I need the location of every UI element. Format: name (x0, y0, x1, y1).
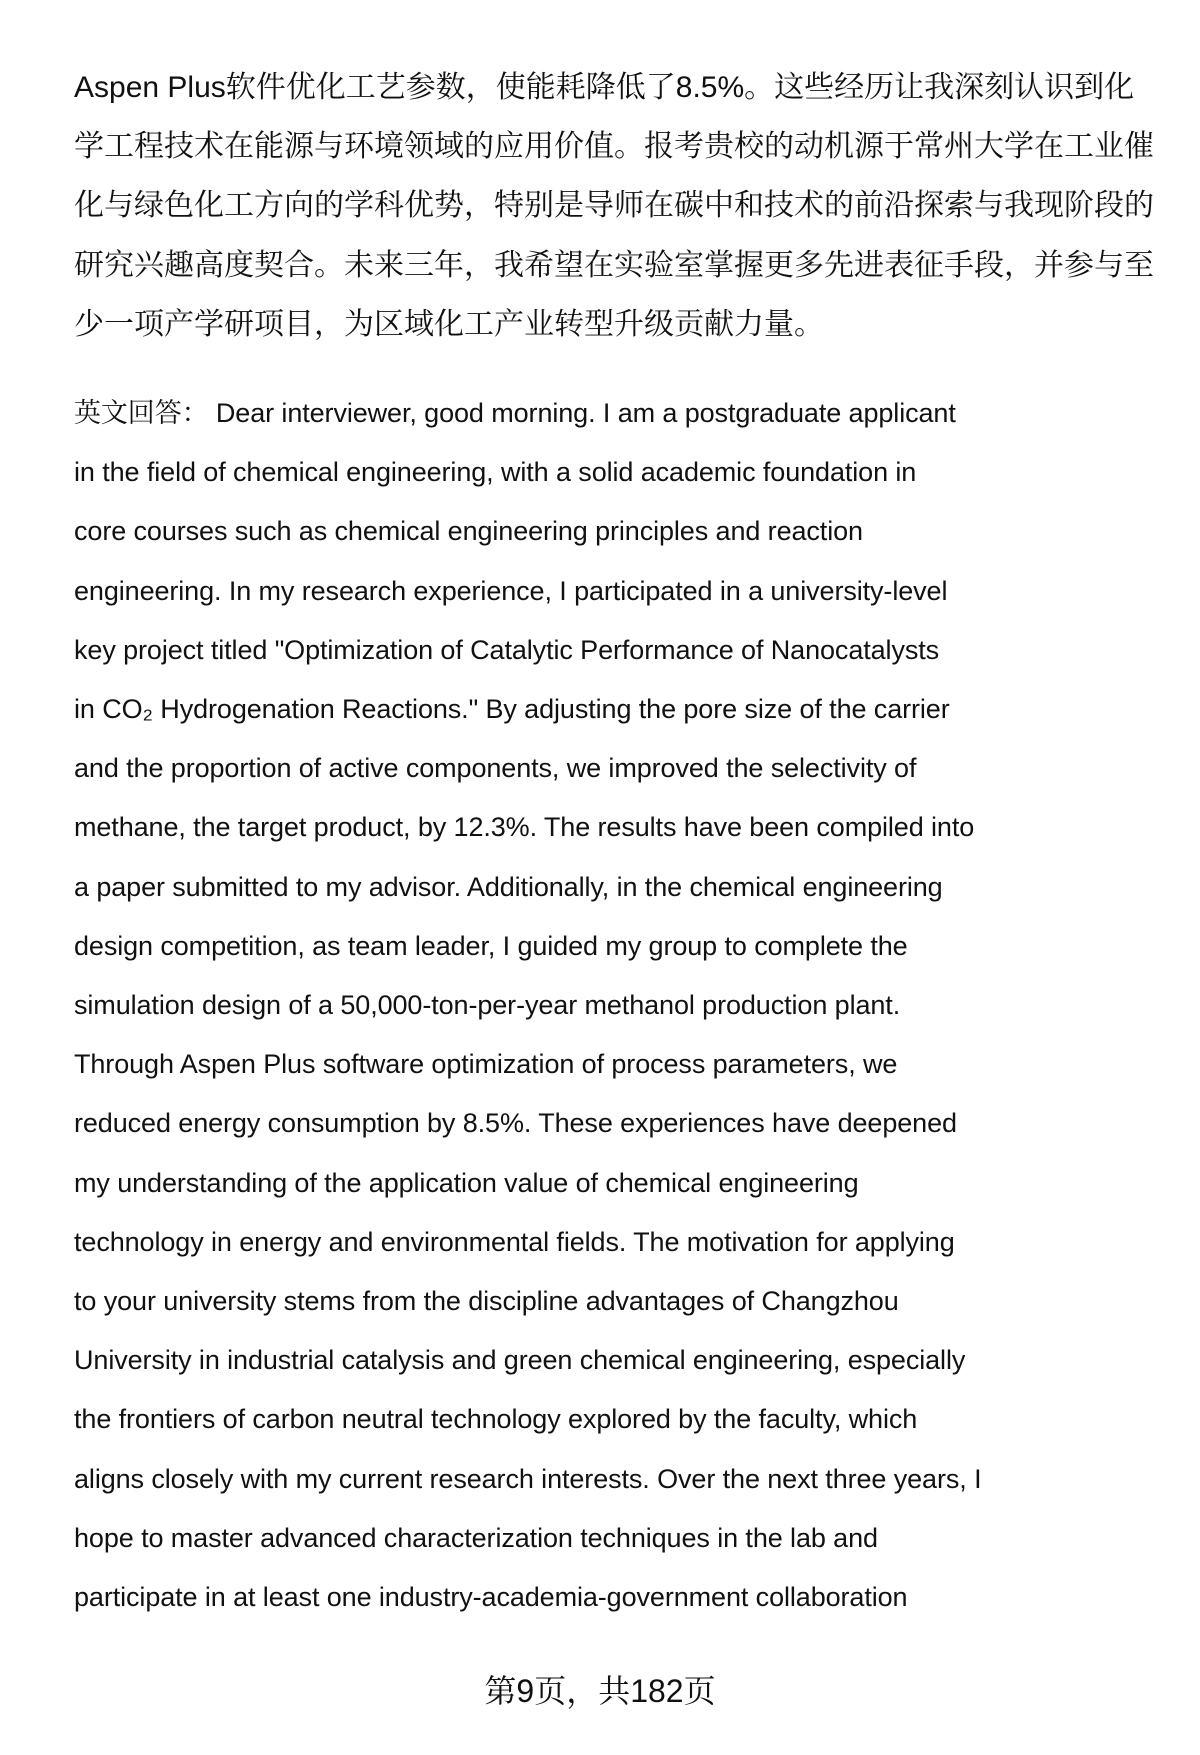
text-line: reduced energy consumption by 8.5%. These experiences have deepened (74, 1108, 957, 1139)
text-line: simulation design of a 50,000-ton-per-year methanol production plant. (74, 990, 901, 1020)
text-line: hope to master advanced characterization techniques in the lab and (74, 1522, 878, 1553)
text-line: my understanding of the application value of chemical engineering (74, 1167, 859, 1198)
text-line: a paper submitted to my advisor. Additionally, in the chemical engineering (74, 871, 943, 902)
text-line: in the field of chemical engineering, with a solid academic foundation in (74, 457, 917, 488)
text-line: participate in at least one industry-academia-government collaboration (74, 1582, 908, 1612)
text-line: 研究兴趣高度契合。未来三年，我希望在实验室掌握更多先进表征手段，并参与至 (74, 248, 1154, 282)
text-line: to your university stems from the discipline advantages of Changzhou (74, 1286, 899, 1316)
text-line: 化与绿色化工方向的学科优势，特别是导师在碳中和技术的前沿探索与我现阶段的 (74, 189, 1154, 223)
text-line: core courses such as chemical engineering principles and reaction (74, 516, 863, 547)
text-line: in CO₂ Hydrogenation Reactions." By adjusting the pore size of the carrier (74, 694, 950, 724)
text-line: technology in energy and environmental fields. The motivation for applying (74, 1226, 955, 1257)
text-line: and the proportion of active components, we improved the selectivity of (74, 753, 917, 784)
text-line: aligns closely with my current research interests. Over the next three years, I (74, 1463, 982, 1494)
text-line: 英文回答： Dear interviewer, good morning. I am a postgraduate applicant (74, 398, 956, 428)
text-line: the frontiers of carbon neutral technology explored by the faculty, which (74, 1404, 918, 1435)
text-line: key project titled "Optimization of Catalytic Performance of Nanocatalysts (74, 634, 940, 665)
page-number-footer: 第9页，共182页 (484, 1673, 716, 1709)
text-line: design competition, as team leader, I guided my group to complete the (74, 930, 908, 961)
text-line: Aspen Plus软件优化工艺参数，使能耗降低了8.5%。这些经历让我深刻认识到化 (74, 71, 1135, 104)
text-line: engineering. In my research experience, I participated in a university-level (74, 575, 948, 606)
text-line: University in industrial catalysis and green chemical engineering, especially (74, 1345, 966, 1376)
text-line: Through Aspen Plus software optimization of process parameters, we (74, 1049, 898, 1080)
text-line: methane, the target product, by 12.3%. The results have been compiled into (74, 812, 975, 843)
text-line: 少一项产学研项目，为区域化工产业转型升级贡献力量。 (74, 307, 824, 341)
text-line: 学工程技术在能源与环境领域的应用价值。报考贵校的动机源于常州大学在工业催 (74, 130, 1154, 164)
